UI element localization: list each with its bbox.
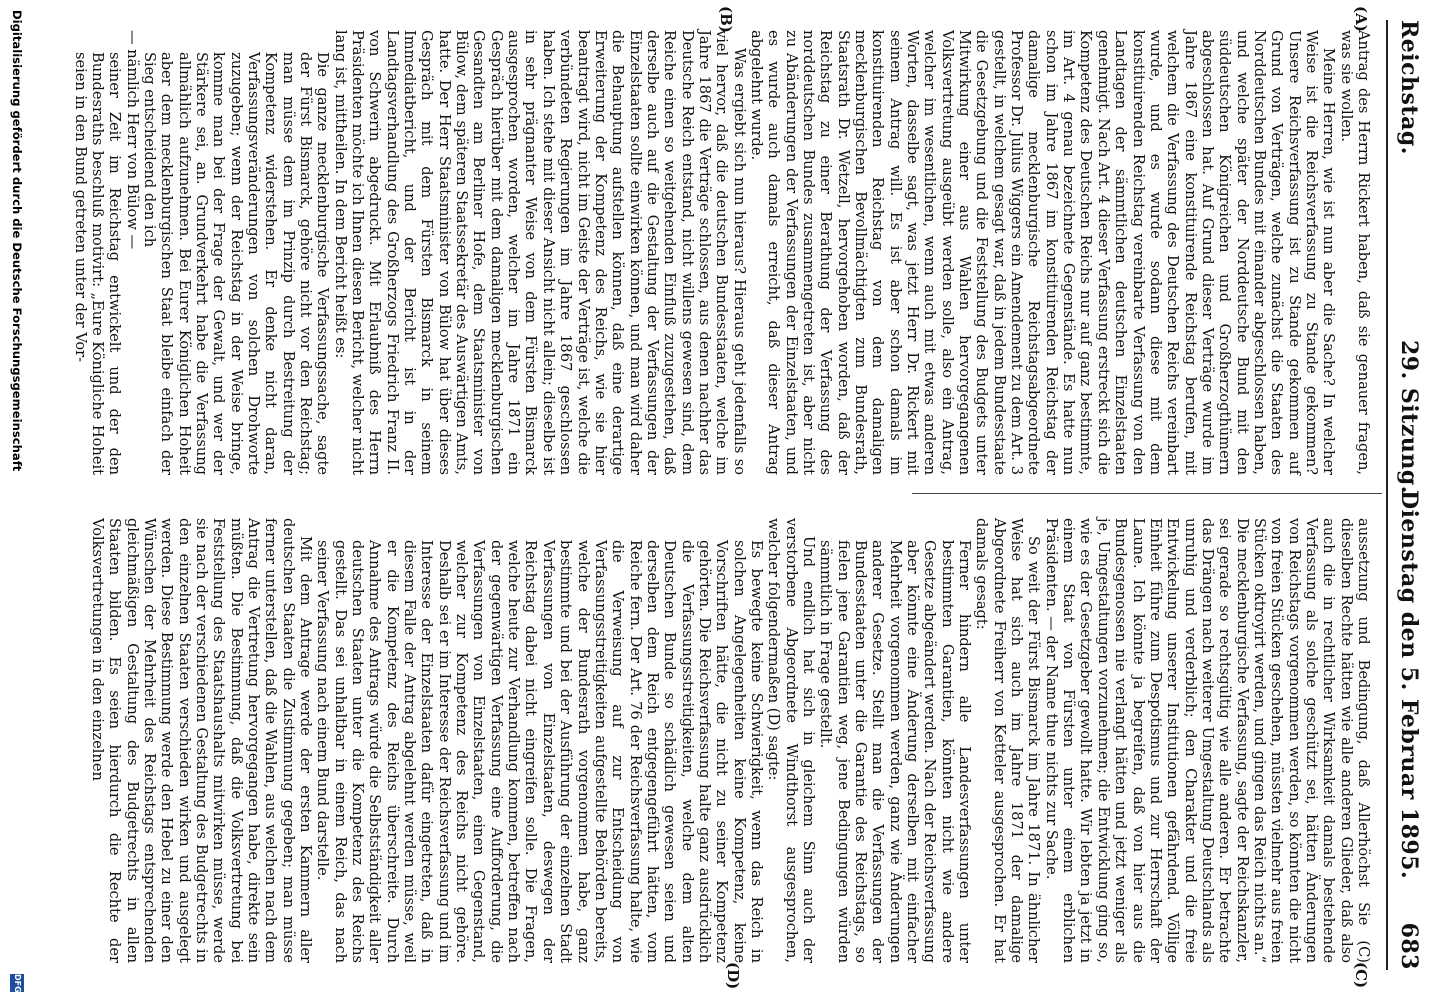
dfg-logo-icon: DFG [10, 974, 24, 992]
margin-mark-b: (B) [717, 6, 735, 33]
paragraph: — nämlich Herr von Bülow — [123, 30, 141, 250]
margin-mark-c: (C) [1352, 962, 1370, 989]
right-column [89, 518, 1372, 963]
left-column [71, 30, 1372, 475]
margin-mark-a: (A) [1352, 6, 1370, 32]
paragraph: Meine Herren, wie ist nun aber die Sache? In welcher Weise ist die Reichsverfassung zu Stande gekommen? Unsere Reichsverfassung ist zu Stande gekommen auf Grund von Verträgen, welche zunächst die Staaten des Norddeutschen Bundes mit einander abgeschlossen haben, und welche später der Norddeutsche Bund mit den süddeutschen Königreichen und Großherzogthümern abgeschlossen hat. Auf Grund dieser Verträge wurde im Jahre 1867 eine konstituirende Reichstag berufen, mit welchem die Verfassung des Deutschen Reichs vereinbart wurde, und es wurde sodann diese mit dem konstituirenden Reichstag vereinbarte Verfassung von den Landtagen der sämmtlichen deutschen Einzelstaaten genehmigt. Nach Art. 4 dieser Verfassung erstreckt sich die Kompetenz des Deutschen Reichs nur auf ganz bestimmte, im Art. 4 genau bezeichnete Gegenstände. Es hatte nun schon im Jahre 1867 im konstituirenden Reichstag der damalige mecklenburgische Reichstagsabgeordnete Professor Dr. Julius Wiggers ein Amendement zu dem Art. 3 gestellt, in welchem gesagt war, daß in jedem Bundesstaate die Gesetzgebung und die Feststellung des Budgets unter Mitwirkung einer aus Wahlen hervorgegangenen Volksvertretung ausgeübt werden solle, also ein Antrag, welcher im wesentlichen, wenn auch mit etwas anderen Worten, dasselbe sagt, was jetzt Herr Dr. Rickert mit seinem Antrag will. Es ist aber schon damals im konstituirenden Reichstag von dem damaligen mecklenburgischen Bevollmächtigten zum Bundesrath, Staatsrath Dr. Wetzell, hervorgehoben worden, daß der Reichstag zu einer Berathung der Verfassung des norddeutschen Bundes zusammengetreten ist, aber nicht zu Abänderungen der Verfassungen der Einzelstaaten, und es wurde auch damals erreicht, daß dieser Antrag abgelehnt wurde. [747, 30, 1338, 475]
paragraph: Und endlich hat sich in gleichem Sinn auch der verstorbene Abgeordnete Windthorst ausgesprochen, welcher folgendermaßen (D) sagte: [765, 518, 817, 963]
running-header [1386, 20, 1428, 970]
paragraph: So weit der Fürst Bismarck im Jahre 1871. In ähnlicher Weise hat sich auch im Jahre 1871 der damalige Abgeordnete Freiherr von Ketteler ausgesprochen. Er hat damals gesagt: [973, 518, 1043, 963]
quotation: Die ganze mecklenburgische Verfassungssache, sagte der Fürst Bismarck, gehöre nicht vor den Reichstag; man müsse dem im Prinzip durch Bestreitung der Kompetenz widerstehen. Er denke nicht daran, Verfassungsveränderungen von solchen Drohworte zuzugeben; wenn der Reichstag in der Weise bringe, komme man bei der Frage der Gewalt, und wer der Stärkere sei, an. Grundverkehrt habe die Verfassung allmählich aufzunehmen. Bei Eurer Königlichen Hoheit aber dem mecklenburgischen Staat bleibe einfach der Sieg entscheidend den ich [140, 52, 332, 475]
funding-credit: Digitalisierung gefördert durch die Deutsche Forschungsgemeinschaft [10, 10, 24, 472]
header-publication: Reichstag. [1396, 20, 1422, 155]
paragraph: aussetzung und Bedingung, daß Allerhöchst Sie (C) dieselben Rechte hätten wie alle anderen Glieder, daß also auch die in rechtlicher Wirksamkeit damals bestehende Verfassung als solche geschützt sei, hätten Änderungen von Reichstags vorgenommen werden, so könnten die nicht von freien Stücken geschehen, müssten vielmehr aus freien Stücken oktroyirt werden, und gingen das Reich nichts an.“ Die mecklenburgische Verfassung, sagte der Reichskanzler, sei gerade so rechtsgültig wie alle anderen. Er betrachte das Drängen nach weiterer Umgestaltung Deutschlands als unruhig und verderblich; den Charakter und die freie Entwickelung unserer Institutionen gefährdend. Völlige Einheit führe zum Despotismus und zur Herrschaft der Laune. Ich könnte ja begreifen, daß von hier aus die Bundesgenossen nie verlangt hätten und jetzt weniger als je, Umgestaltungen vorzunehmen; die Entwicklung ging so, wie es der Gesetzgeber gewollt hatte. Wir lebten ja jetzt in einem Staat von Fürsten unter einem erblichen Präsidenten. — der Name thue nichts zur Sache. [1042, 518, 1372, 963]
column-divider [912, 493, 1382, 494]
quotation: seiner Zeit im Reichstag entwickelt und der den Bundesraths beschluß motivirt: „Eure Königliche Hoheit seien in den Bund getreten unter der Vor- [71, 52, 124, 475]
digitization-footer [2, 0, 28, 1000]
paragraph: Antrag des Herrn Rickert haben, daß sie genauer fragen, was sie wollen. [1337, 30, 1372, 475]
paragraph: Mit dem Antrage werde der ersten Kammern aller deutschen Staaten die Zustimmung gegeben; man müsse ferner unterstellen, daß die Wahlen, aus welchen nach dem Antrag die Vertretung hervorgegangen habe, direkte sein müßten. Die Bestimmung, daß die Volksvertretung bei Feststellung des Staatshaushalts mitwirken müsse, werde sie nach der verschiedenen Gestaltung des Budgetrechts in den einzelnen Staaten verschieden wirken und ausgelegt werden. Diese Bestimmung werde den Hebel zu einer den Wünschen der Mehrheit des Reichstags entsprechenden gleichmäßigen Gestaltung des Budgetrechts in allen Staaten bilden. Es seien hierdurch die Rechte der Volksvertretungen in den einzelnen [88, 518, 315, 963]
quotation: Ferner hindern alle Landesverfassungen unter bestimmten Garantien, könnten nicht wie andere Gesetze abgeändert werden. Nach der Reichsverfassung aber könnte eine Änderung derselben mit einfacher Mehrheit vorgenommen werden, ganz wie Änderungen anderer Gesetze. Stellt man die Verfassungen der Bundesstaaten unter die Garantie des Reichstags, so fielen jene Garantien weg, jene Bedingungen würden sämmtlich in Frage gestellt. [817, 540, 974, 963]
quotation: Es bewegte keine Schwierigkeit, wenn das Reich in solchen Angelegenheiten keine Kompetenz, keine Vorschriften hätte, die nicht zu seiner Kompetenz gehörten. Die Reichsverfassung halte ganz ausdrücklich die Verfassungsstreitigkeiten, welche dem alten Deutschen Bunde so schädlich gewesen seien und derselben dem Reich entgegengeführt hätten, vom Reiche fern. Der Art. 76 der Reichsverfassung halte, wie die Verweisung auf zur Entscheidung von Verfassungsstreitigkeiten aufgestellte Behörden bereits, welche der Bundesrath vorgenommen habe, ganz bestimmte und bei der Ausführung der einzelnen Stadt Verfassungen von Einzelstaaten, deswegen der Reichstag dabei nicht eingreifen solle. Die Fragen, welche heute zur Verhandlung kommen, betreffen nach der gegenwärtigen Verfassung eine Aufforderung, die Verfassungen von Einzelstaaten, einen Gegenstand, welcher zur Kompetenz des Reichs nicht gehöre. Deshalb sei er im Interesse der Reichsverfassung und im Interesse der Einzelstaaten dafür eingetreten, daß in diesem Falle der Antrag abgelehnt werden müsse, weil er die Kompetenz des Reichs überschreite. Durch Annahme des Antrags würde die Selbstständigkeit aller deutschen Staaten unter die Kompetenz des Reichs gestellt. Das sei unhaltbar in einem Reich, das nach seiner Verfassung nach einem Bund darstelle. [314, 540, 765, 963]
margin-mark-d: (D) [724, 962, 742, 990]
paragraph: Was ergiebt sich nun hieraus? Hieraus geht jedenfalls so viel hervor, daß die deutschen Bundesstaaten, welche im Jahre 1867 die Verträge schlossen, aus denen nachher das Deutsche Reich entstand, nicht willens gewesen sind, dem Reiche einen so weitgehenden Einfluß zuzugestehen, daß derselbe auch auf die Gestaltung der Verfassungen der Einzelstaaten sollte einwirken können, und man wird daher die Behauptung aufstellen können, daß eine derartige Erweiterung der Kompetenz des Reichs, wie sie hier beantragt wird, nicht im Geiste der Verträge ist, welche die verbündeten Regierungen im Jahre 1867 geschlossen haben. Ich stehe mit dieser Ansicht nicht allein; dieselbe ist in sehr prägnanter Weise von dem Fürsten Bismarck ausgesprochen worden, welcher im Jahre 1871 ein Gespräch hierüber mit dem damaligen mecklenburgischen Gesandten am Berliner Hofe, dem Staatsminister von Bülow, dem späteren Staatssekretär des Auswärtigen Amts, hatte. Der Herr Staatsminister von Bülow hat über dieses Gespräch mit dem Fürsten Bismarck in seinem Immediatbericht, und der Bericht ist in der Landtagsverhandlung des Großherzogs Friedrich Franz II. von Schwerin abgedruckt. Mit Erlaubniß des Herrn Präsidenten möchte ich Ihnen diesen Bericht, welcher nicht lang ist, mittheilen. In dem Bericht heißt es: [331, 30, 748, 475]
header-date: Dienstag den 5. Februar 1895. [1396, 490, 1422, 880]
page-number: 683 [1396, 922, 1422, 970]
header-session: 29. Sitzung. [1396, 340, 1422, 494]
